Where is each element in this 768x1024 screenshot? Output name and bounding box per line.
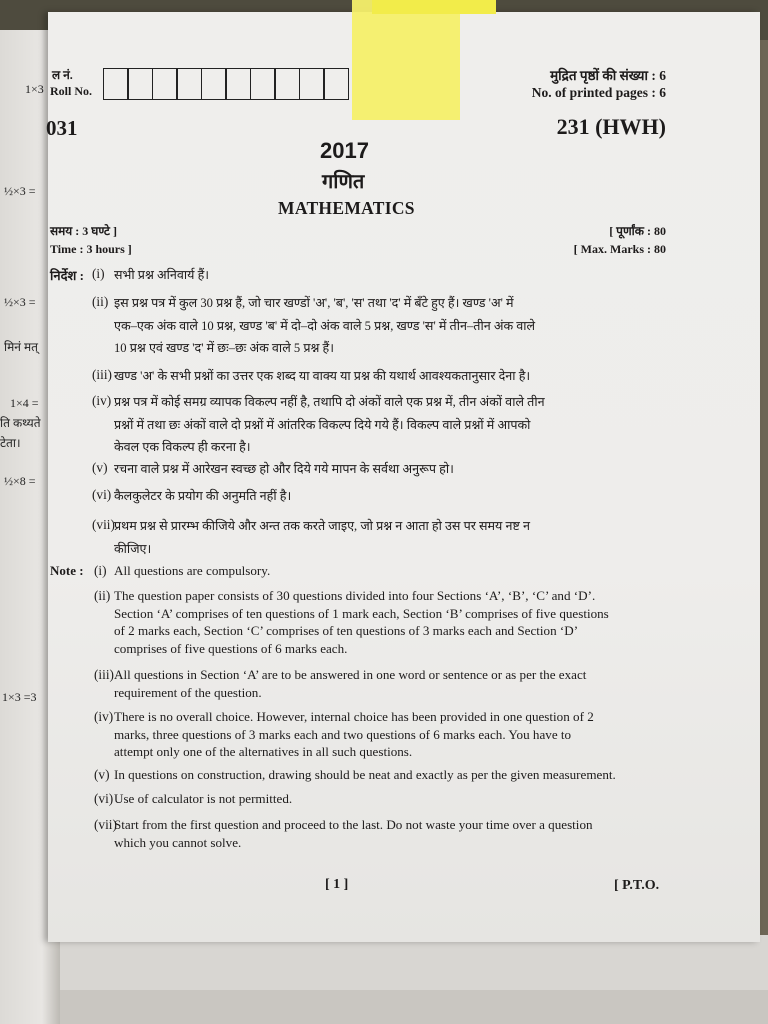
left-margin-mark: मिनं मत् [4,340,38,354]
exam-year: 2017 [320,138,369,163]
roll-digit-box[interactable] [250,68,276,100]
sticky-note-top [372,0,496,14]
instruction-number: (i) [92,266,105,281]
printed-pages-hindi: मुद्रित पृष्ठों की संख्या : 6 [550,68,666,83]
instruction-number: (vii) [94,817,117,832]
instruction-number: (ii) [92,294,109,309]
instruction-line: marks, three questions of 3 marks each and two questions of 6 marks each. You have to [114,726,572,742]
left-margin-mark: ½×3 = [4,184,36,198]
sticky-note [352,0,460,120]
left-margin-mark: ति कथ्यते [0,416,41,430]
roll-digit-box[interactable] [176,68,202,100]
instruction-line: The question paper consists of 30 questions divided into four Sections ‘A’, ‘B’, ‘C’ and ‘D’. [114,588,596,603]
roll-digit-box[interactable] [201,68,227,100]
left-margin-mark: 1×4 = [10,396,39,410]
instruction-line: attempt only one of the alternatives in all such questions. [114,744,413,759]
page-number: [ 1 ] [325,877,349,892]
max-marks-hindi: [ पूर्णांक : 80 [609,224,666,238]
underlying-sheet-edge [60,990,768,1024]
left-margin-mark: ½×8 = [4,474,36,488]
roll-digit-box[interactable] [127,68,153,100]
instruction-line: of 2 marks each, Section ‘C’ comprises of ten questions of 3 marks each and Section ‘D’ [114,623,579,638]
instruction-number: (vi) [94,791,114,806]
note-label: Note : [50,563,84,578]
time-hindi: समय : 3 घण्टे ] [50,224,117,238]
roll-number-boxes[interactable] [104,68,349,100]
roll-no-label: Roll No. [50,84,92,98]
roll-digit-box[interactable] [103,68,129,100]
subject-hindi: गणित [322,169,365,193]
instruction-line: Section ‘A’ comprises of ten questions of 1 mark each, Section ‘B’ comprises of five questions [114,605,609,621]
instruction-number: (i) [94,563,107,578]
left-margin-mark: टेता। [0,436,21,450]
instruction-line: एक–एक अंक वाले 10 प्रश्न, खण्ड 'ब' में दो–दो अंक वाले 5 प्रश्न, खण्ड 'स' में तीन–तीन अंक वाले [114,318,536,333]
instruction-line: which you cannot solve. [114,834,242,850]
instruction-number: (iii) [94,667,114,682]
instruction-line: सभी प्रश्न अनिवार्य हैं। [114,268,210,282]
instruction-number: (iii) [92,367,112,382]
left-margin-mark: ½×3 = [4,295,36,309]
instruction-line: प्रश्न पत्र में कोई समग्र व्यापक विकल्प नहीं है, तथापि दो अंकों वाले एक प्रश्न में, तीन अंकों वाले तीन [114,395,545,409]
roll-digit-box[interactable] [274,68,300,100]
instruction-line: requirement of the question. [114,684,262,700]
left-margin-mark: 1×3 [25,82,44,96]
roll-digit-box[interactable] [152,68,178,100]
instruction-line: There is no overall choice. However, internal choice has been provided in one question of 2 [114,709,594,724]
instruction-number: (vii) [92,517,115,532]
roll-no-label-hindi: ल नं. [52,68,73,82]
instructions-label-hindi: निर्देश : [50,268,84,283]
instruction-line: Use of calculator is not permitted. [114,791,293,806]
instruction-line: In questions on construction, drawing should be neat and exactly as per the given measurement. [114,767,616,782]
paper-code: 231 (HWH) [556,114,666,139]
instruction-line: केवल एक विकल्प ही करना है। [114,440,251,454]
instruction-number: (iv) [94,709,114,724]
instruction-line: इस प्रश्न पत्र में कुल 30 प्रश्न हैं, जो चार खण्डों 'अ', 'ब', 'स' तथा 'द' में बँटे हुए हैं। खण्ड 'अ' में [114,296,514,310]
instruction-line: कैलकुलेटर के प्रयोग की अनुमति नहीं है। [114,489,292,503]
pto-label: [ P.T.O. [614,878,660,893]
instruction-line: खण्ड 'अ' के सभी प्रश्नों का उत्तर एक शब्द या वाक्य या प्रश्न की यथार्थ आवश्यकतानुसार देना है। [114,369,531,383]
roll-digit-box[interactable] [225,68,251,100]
printed-pages: No. of printed pages : 6 [531,85,666,100]
instruction-line: प्रश्नों में तथा छः अंकों वाले दो प्रश्नों में आंतरिक विकल्प दिये गये हैं। विकल्प वाले प्रश्नों में आपको [114,417,531,432]
max-marks: [ Max. Marks : 80 [573,242,666,256]
instruction-line: Start from the first question and proceed to the last. Do not waste your time over a question [114,817,593,832]
instruction-number: (ii) [94,588,111,603]
left-margin-mark: 1×3 =3 [2,690,37,704]
instruction-number: (v) [94,767,110,782]
instruction-line: कीजिए। [114,541,152,556]
instruction-line: All questions in Section ‘A’ are to be answered in one word or sentence or as per the exact [114,667,587,682]
time-allowed: Time : 3 hours ] [50,242,132,256]
roll-digit-box[interactable] [323,68,349,100]
instruction-number: (v) [92,460,108,475]
instruction-line: प्रथम प्रश्न से प्रारम्भ कीजिये और अन्त तक करते जाइए, जो प्रश्न न आता हो उस पर समय नष्ट न [114,519,530,533]
instruction-line: All questions are compulsory. [114,563,271,578]
instruction-line: comprises of five questions of 6 marks each. [114,640,348,656]
instruction-line: रचना वाले प्रश्न में आरेखन स्वच्छ हो और दिये गये मापन के सर्वथा अनुरूप हो। [114,462,454,476]
instruction-line: 10 प्रश्न एवं खण्ड 'द' में छः–छः अंक वाले 5 प्रश्न हैं। [114,341,335,355]
subject-title: MATHEMATICS [278,198,415,218]
paper-code-left: 031 [46,116,78,140]
roll-digit-box[interactable] [299,68,325,100]
instruction-number: (iv) [92,393,112,408]
instruction-number: (vi) [92,487,112,502]
